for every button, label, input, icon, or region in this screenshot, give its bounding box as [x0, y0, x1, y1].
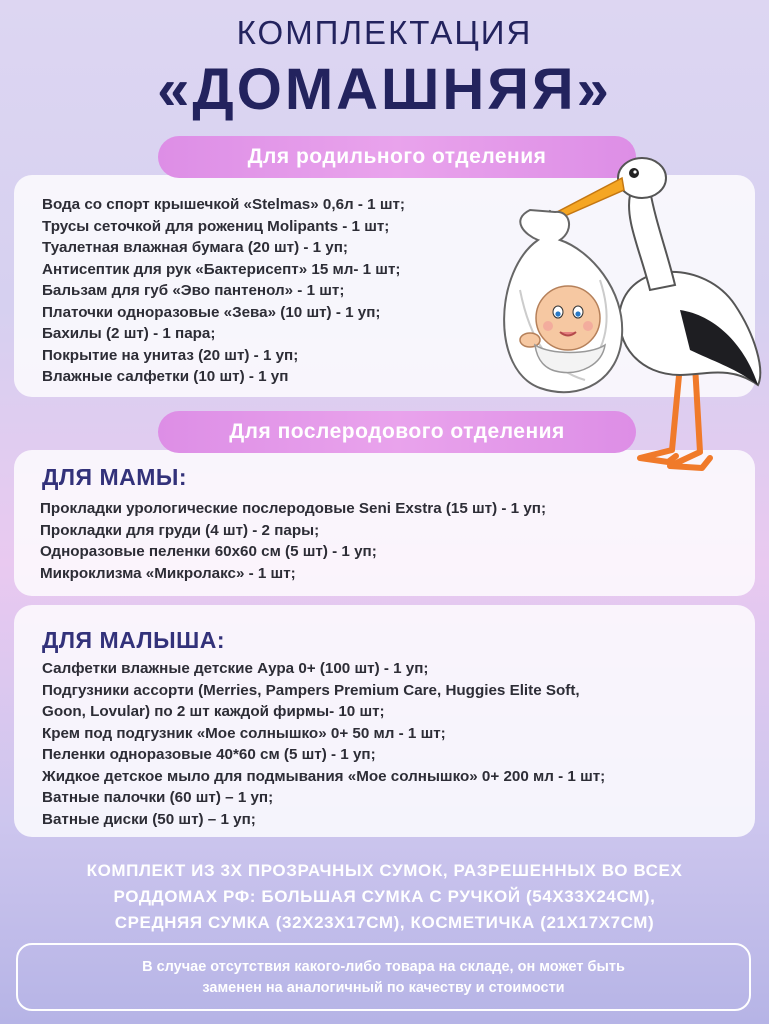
list-item: Ватные палочки (60 шт) – 1 уп; [42, 789, 274, 806]
title-main: «ДОМАШНЯЯ» [157, 57, 612, 122]
list-item: Трусы сеточкой для рожениц Molipants - 1 шт; [42, 217, 390, 235]
baby-title: ДЛЯ МАЛЫША: [42, 627, 226, 653]
kit-description [20, 858, 749, 936]
substitution-note [16, 943, 751, 1011]
list-item: Крем под подгузник «Мое солнышко» 0+ 50 мл - 1 шт; [42, 724, 446, 742]
list-item: Покрытие на унитаз (20 шт) - 1 уп; [42, 346, 299, 364]
list-item: Туалетная влажная бумага (20 шт) - 1 уп; [42, 239, 348, 256]
kit-line: СРЕДНЯЯ СУМКА (32Х23Х17СМ), КОСМЕТИЧКА (21Х17Х7СМ) [114, 913, 655, 932]
list-item: Прокладки для груди (4 шт) - 2 пары; [40, 521, 320, 539]
list-item: Платочки одноразовые «Зева» (10 шт) - 1 уп; [42, 303, 381, 321]
title-top: КОМПЛЕКТАЦИЯ [236, 14, 533, 51]
list-item: Салфетки влажные детские Аура 0+ (100 шт) - 1 уп; [42, 660, 429, 677]
list-item: Ватные диски (50 шт) – 1 уп; [42, 810, 256, 828]
list-item: Бахилы (2 шт) - 1 пара; [42, 325, 216, 342]
mom-title: ДЛЯ МАМЫ: [42, 464, 188, 490]
kit-line: РОДДОМАХ РФ: БОЛЬШАЯ СУМКА С РУЧКОЙ (54Х33Х24СМ), [113, 887, 656, 906]
list-item: Вода со спорт крышечкой «Stelmas» 0,6л - 1 шт; [42, 196, 405, 213]
list-item: Подгузники ассорти (Merries, Pampers Premium Care, Huggies Elite Soft, [42, 681, 580, 699]
stork-with-baby-icon [490, 140, 769, 485]
list-item: Антисептик для рук «Бактерисепт» 15 мл- 1 шт; [42, 260, 401, 278]
list-item: Goon, Lovular) по 2 шт каждой фирмы- 10 шт; [42, 703, 385, 720]
postpartum-pill: Для послеродового отделения [158, 411, 636, 453]
list-item: Бальзам для губ «Эво пантенол» - 1 шт; [42, 282, 345, 299]
note-line: заменен на аналогичный по качеству и стоимости [202, 980, 565, 996]
mom-list [40, 498, 546, 584]
note-line: В случае отсутствия какого-либо товара на складе, он может быть [142, 959, 625, 975]
list-item: Микроклизма «Микролакс» - 1 шт; [40, 564, 296, 582]
kit-line: КОМПЛЕКТ ИЗ 3Х ПРОЗРАЧНЫХ СУМОК, РАЗРЕШЕННЫХ ВО ВСЕХ [86, 861, 683, 880]
maternity-list [42, 194, 405, 388]
list-item: Прокладки урологические послеродовые Seni Exstra (15 шт) - 1 уп; [40, 500, 547, 517]
list-item: Влажные салфетки (10 шт) - 1 уп [42, 368, 289, 385]
list-item: Одноразовые пеленки 60х60 см (5 шт) - 1 уп; [40, 543, 377, 560]
maternity-pill: Для родильного отделения [158, 136, 636, 178]
list-item: Жидкое детское мыло для подмывания «Мое солнышко» 0+ 200 мл - 1 шт; [42, 767, 606, 785]
baby-list [42, 658, 605, 830]
list-item: Пеленки одноразовые 40*60 см (5 шт) - 1 уп; [42, 746, 376, 763]
